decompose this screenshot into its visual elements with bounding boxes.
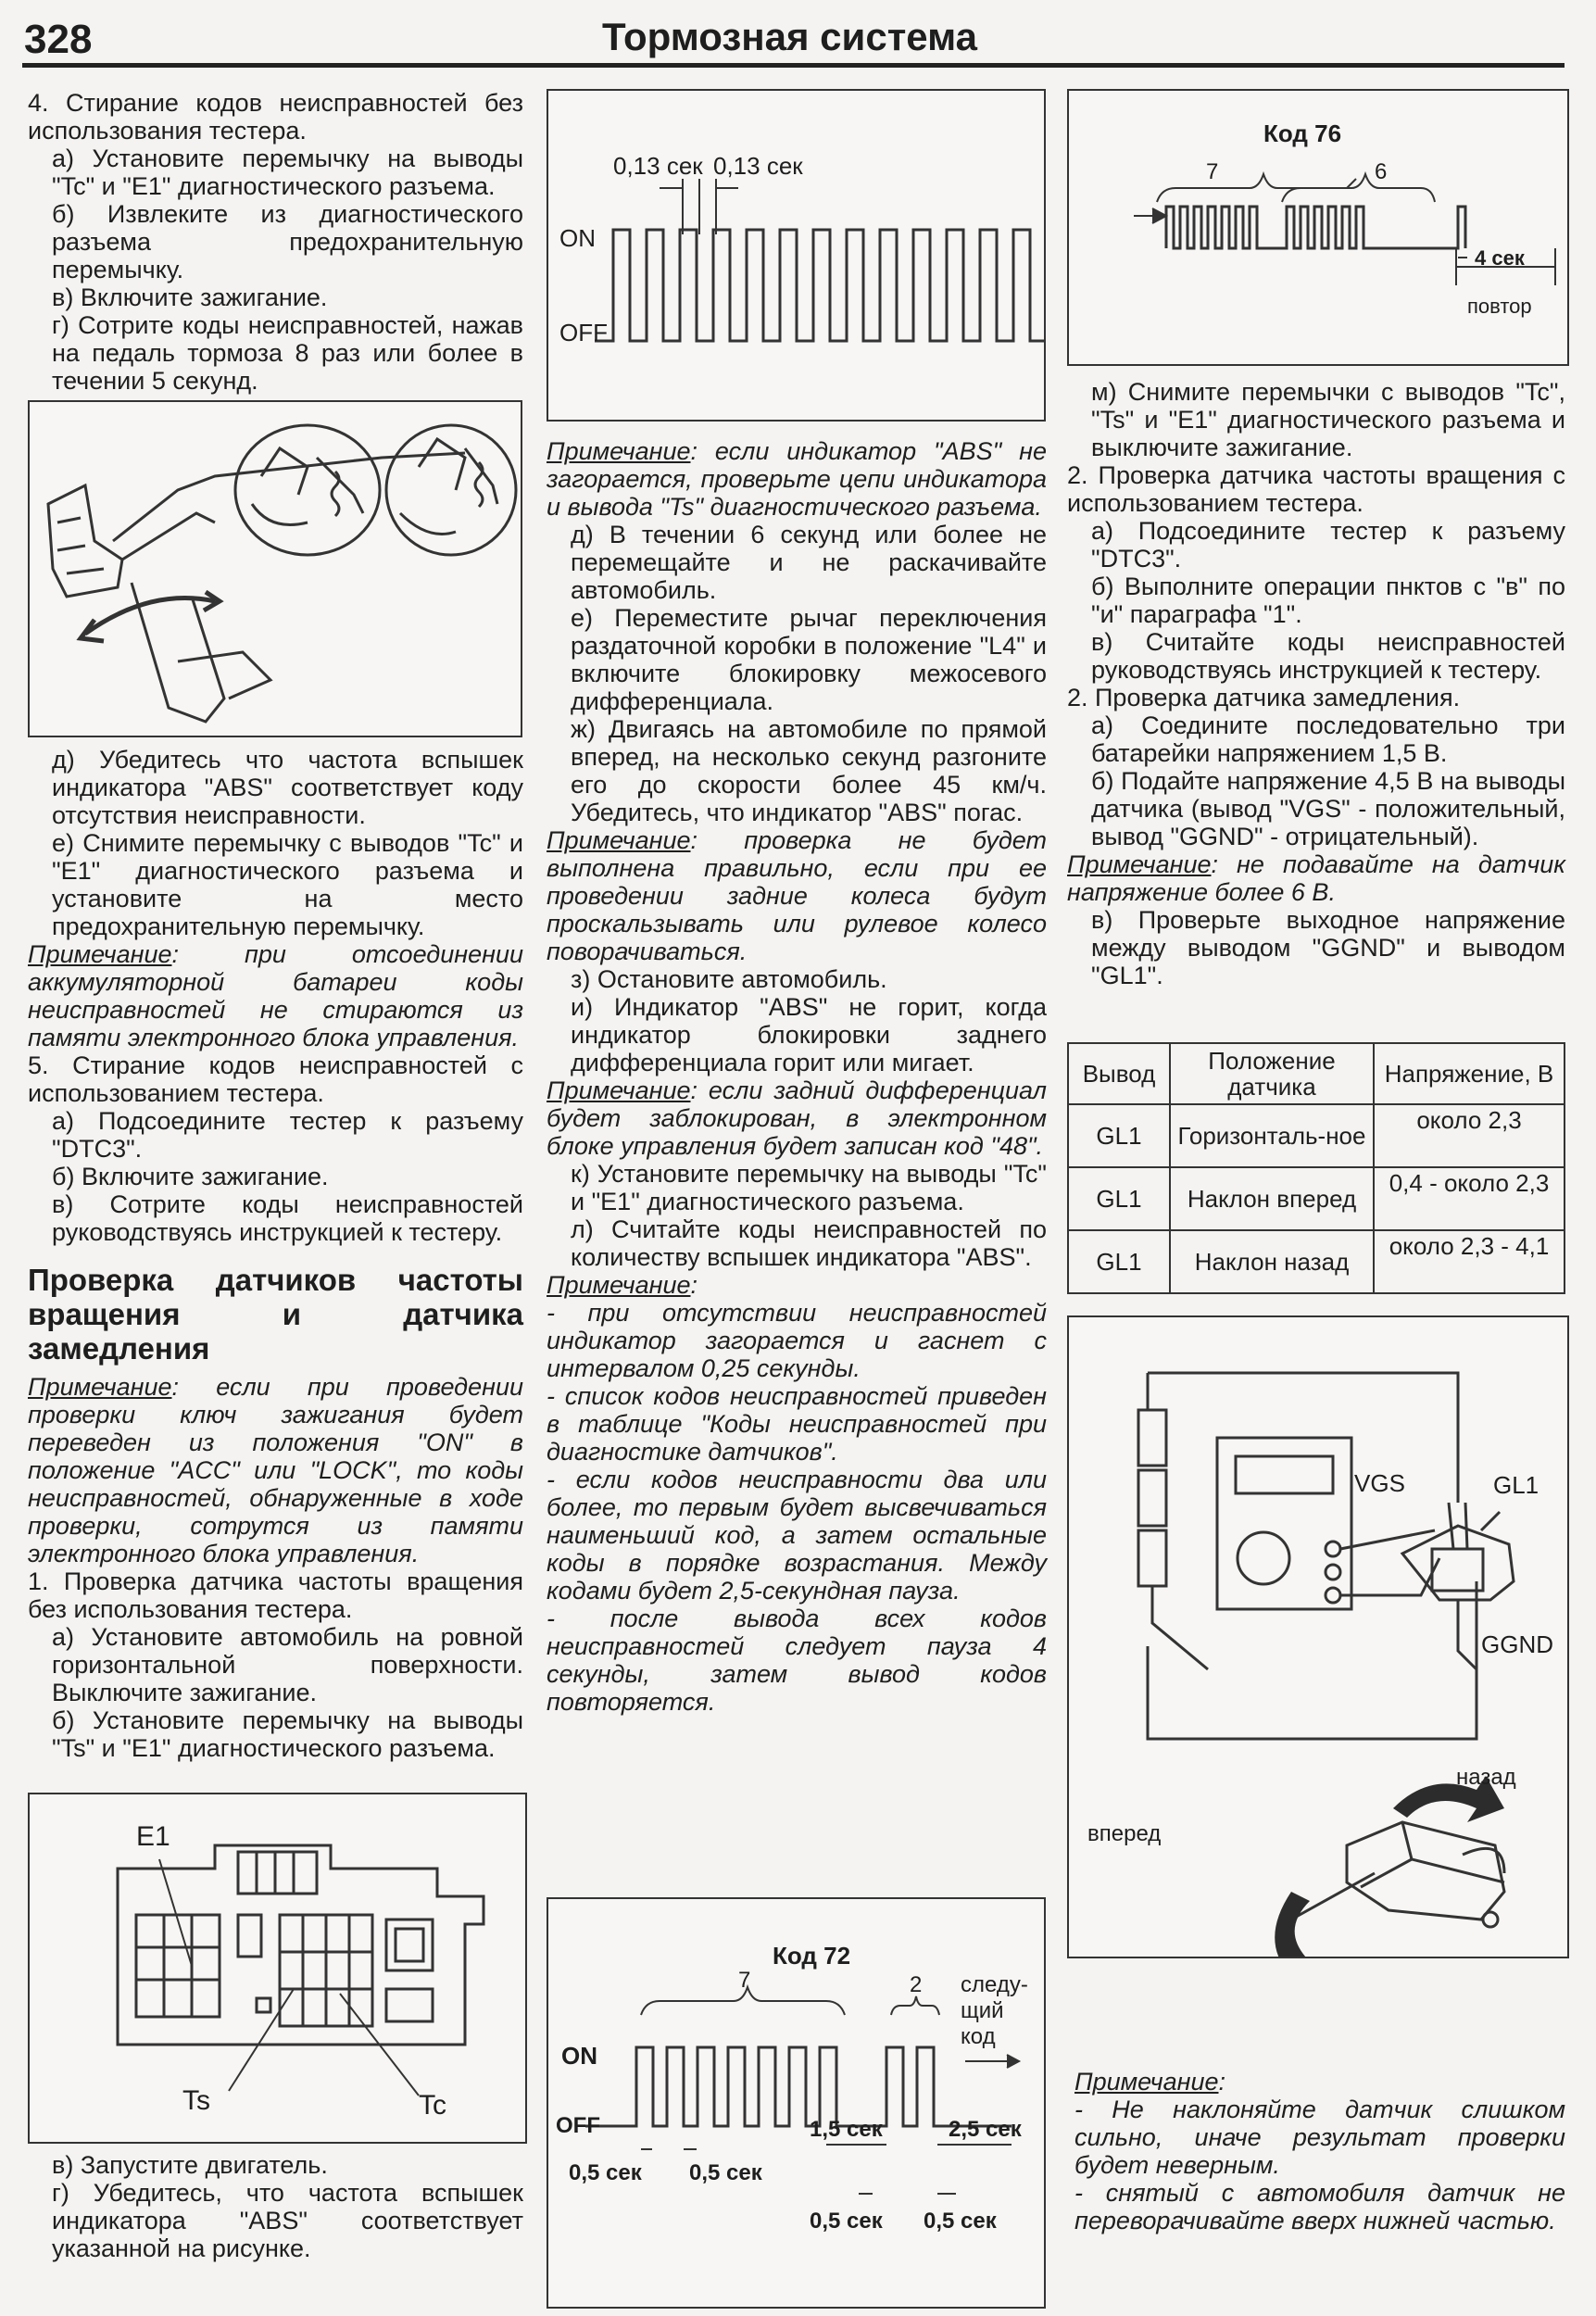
table-cell: Наклон назад [1170, 1230, 1374, 1293]
paragraph: л) Считайте коды неисправностей по количеству вспышек индикатора "ABS". [571, 1215, 1047, 1271]
paragraph: г) Сотрите коды неисправностей, нажав на педаль тормоза 8 раз или более в течении 5 секунд. [52, 311, 523, 395]
code72-waveform [585, 2047, 1012, 2126]
paragraph: - список кодов неисправностей приведен в таблице "Коды неисправностей при диагностике датчиков". [547, 1382, 1047, 1466]
col1-bottom-text [28, 2151, 523, 2262]
code72-t05a: 0,5 сек [569, 2160, 642, 2185]
paragraph: ж) Двигаясь на автомобиле по прямой вперед, на несколько секунд разгоните его до скорости более 45 км/ч. Убедитесь, что индикатор "ABS" погас. [571, 715, 1047, 826]
col2-note1: Примечание: если индикатор "ABS" не загорается, проверьте цепи индикатора и вывода "Ts" диагностического разъема. [547, 437, 1047, 521]
paragraph: з) Остановите автомобиль. [571, 965, 887, 993]
paragraph: - Не наклоняйте датчик слишком сильно, иначе результат проверки будет неверным. [1074, 2096, 1565, 2179]
gl1-label: GL1 [1493, 1471, 1539, 1499]
paragraph: е) Снимите перемычку с выводов "Tc" и "E1" диагностического разъема и установите на место предохранительную перемычку. [52, 829, 523, 940]
table-header-cell: Положение датчика [1170, 1043, 1374, 1104]
table-row [1068, 1104, 1565, 1167]
pulse-off-label: OFF [559, 319, 608, 346]
paragraph: в) Сотрите коды неисправностей руководствуясь инструкцией к тестеру. [52, 1190, 523, 1246]
code72-title: Код 72 [773, 1942, 851, 1970]
code72-on-label: ON [561, 2042, 597, 2070]
header-rule [22, 63, 1565, 68]
brake-pedal-illustration [28, 400, 522, 737]
paragraph: б) Подайте напряжение 4,5 В на выводы датчика (вывод "VGS" - положительный, вывод "GGND" - отрицательный). [1091, 767, 1565, 850]
paragraph: в) Проверьте выходное напряжение между выводом "GGND" и выводом "GL1". [1091, 906, 1565, 989]
voltage-table [1067, 1042, 1565, 1294]
code72-t25: 2,5 сек [949, 2117, 1022, 2142]
paragraph: б) Выполните операции пнктов с "в" по "и" параграфа "1". [1091, 573, 1565, 628]
vgs-label: VGS [1354, 1469, 1405, 1497]
col3-note2 [1074, 2068, 1565, 2234]
col3-note2-label: Примечание: [1074, 2068, 1226, 2096]
code76-waveform [1166, 207, 1465, 248]
tc-label: Tc [419, 2090, 446, 2121]
code76-title: Код 76 [1263, 120, 1342, 147]
col1-note2: Примечание: если при проведении проверки ключ зажигания будет переведен из положения "ON" в положение "ACC" или "LOCK", то коды неисправностей, обнаруженные в ходе проверки, сотрутся из памяти электронного блока управления. [28, 1373, 523, 1567]
code76-repeat: повтор [1467, 295, 1532, 318]
pulse-on-label: ON [559, 224, 596, 252]
table-row [1068, 1230, 1565, 1293]
ts-label: Ts [182, 2085, 210, 2116]
table-cell: 0,4 - около 2,3 [1374, 1167, 1565, 1230]
pulse-waveform [595, 230, 1044, 341]
section-heading: Проверка датчиков частоты вращения и датчика замедления [28, 1263, 523, 1366]
pulse-dt1-label: 0,13 сек [613, 152, 703, 180]
table-row [1068, 1167, 1565, 1230]
paragraph: е) Переместите рычаг переключения раздаточной коробки в положение "L4" и включите блокировку межосевого дифференциала. [571, 604, 1047, 715]
table-header-cell: Напряжение, В [1374, 1043, 1565, 1104]
code72-count7: 7 [738, 1968, 751, 1993]
col3-note1: Примечание: не подавайте на датчик напряжение более 6 В. [1067, 850, 1565, 906]
page-number: 328 [24, 17, 93, 62]
table-cell: GL1 [1068, 1167, 1170, 1230]
col2-note2: Примечание: проверка не будет выполнена правильно, если при ее проведении задние колеса будут проскальзывать или рулевое колесо поворачиваться. [547, 826, 1047, 965]
code76-count7: 7 [1206, 159, 1219, 184]
col1-top-text [28, 89, 523, 395]
paragraph: - если кодов неисправности два или более, то первым будет высвечиваться наименьший код, а затем остальные коды в порядке возрастания. Между кодами будет 2,5-секундная пауза. [547, 1466, 1047, 1605]
paragraph: - снятый с автомобиля датчик не переворачивайте вверх нижней частью. [1074, 2179, 1565, 2234]
page-title: Тормозная система [602, 15, 977, 58]
code-76-figure [1067, 89, 1569, 366]
paragraph: 1. Проверка датчика частоты вращения без использования тестера. [28, 1567, 523, 1623]
paragraph: б) Установите перемычку на выводы "Ts" и "E1" диагностического разъема. [52, 1706, 523, 1762]
code72-off-label: OFF [556, 2113, 600, 2138]
table-cell: GL1 [1068, 1104, 1170, 1167]
deceleration-sensor-circuit-figure [1067, 1315, 1569, 1958]
paragraph: - при отсутствии неисправностей индикатор загорается и гаснет с интервалом 0,25 секунды. [547, 1299, 1047, 1382]
paragraph: 5. Стирание кодов неисправностей с использованием тестера. [28, 1051, 523, 1107]
table-cell: около 2,3 - 4,1 [1374, 1230, 1565, 1293]
ggnd-label: GGND [1481, 1630, 1553, 1658]
paragraph: 2. Проверка датчика замедления. [1067, 684, 1461, 711]
table-cell: GL1 [1068, 1230, 1170, 1293]
paragraph: а) Подсоедините тестер к разъему "DTC3". [52, 1107, 523, 1163]
paragraph: а) Соедините последовательно три батарейки напряжением 1,5 В. [1091, 711, 1565, 767]
code-72-figure [547, 1897, 1046, 2309]
code76-t4: 4 сек [1475, 246, 1525, 270]
code72-next-line3: код [961, 2024, 996, 2049]
col1-note1: Примечание: при отсоединении аккумуляторной батареи коды неисправностей не стираются из памяти электронного блока управления. [28, 940, 523, 1051]
table-header-cell: Вывод [1068, 1043, 1170, 1104]
forward-label: вперед [1087, 1821, 1162, 1846]
paragraph: и) Индикатор "ABS" не горит, когда индикатор блокировки заднего дифференциала горит или мигает. [571, 993, 1047, 1076]
table-header-row [1068, 1043, 1565, 1104]
code72-next-line1: следу- [961, 1972, 1028, 1997]
table-cell: Наклон вперед [1170, 1167, 1374, 1230]
paragraph: 4. Стирание кодов неисправностей без использования тестера. [28, 89, 523, 145]
code72-next-line2: щий [961, 1998, 1004, 2023]
code72-t05c: 0,5 сек [810, 2209, 883, 2234]
paragraph: д) Убедитесь что частота вспышек индикатора "ABS" соответствует коду отсутствия неисправности. [52, 746, 523, 829]
paragraph: в) Запустите двигатель. [52, 2151, 328, 2179]
paragraph: д) В течении 6 секунд или более не перемещайте и не раскачивайте автомобиль. [571, 521, 1047, 604]
paragraph: 2. Проверка датчика частоты вращения с использованием тестера. [1067, 461, 1565, 517]
paragraph: б) Извлеките из диагностического разъема предохранительную перемычку. [52, 200, 523, 283]
pulse-timing-figure [547, 89, 1046, 422]
paragraph: а) Подсоедините тестер к разъему "DTC3". [1091, 517, 1565, 573]
paragraph: б) Включите зажигание. [52, 1163, 329, 1190]
col2-note4-label: Примечание: [547, 1271, 698, 1299]
code72-t05d: 0,5 сек [924, 2209, 997, 2234]
paragraph: а) Установите автомобиль на ровной горизонтальной поверхности. Выключите зажигание. [52, 1623, 523, 1706]
code72-t05b: 0,5 сек [689, 2160, 762, 2185]
diagnostic-connector-figure [28, 1793, 527, 2144]
col2-text [547, 437, 1047, 1716]
paragraph: г) Убедитесь, что частота вспышек индикатора "ABS" соответствует указанной на рисунке. [52, 2179, 523, 2262]
paragraph: к) Установите перемычку на выводы "Tc" и "E1" диагностического разъема. [571, 1160, 1047, 1215]
paragraph: в) Считайте коды неисправностей руководствуясь инструкцией к тестеру. [1091, 628, 1565, 684]
paragraph: в) Включите зажигание. [52, 283, 328, 311]
table-cell: Горизонталь-ное [1170, 1104, 1374, 1167]
col2-note3: Примечание: если задний дифференциал будет заблокирован, в электронном блоке управления будет записан код "48". [547, 1076, 1047, 1160]
code76-count6: 6 [1375, 159, 1388, 184]
paragraph: - после вывода всех кодов неисправностей следует пауза 4 секунды, затем вывод кодов повторяется. [547, 1605, 1047, 1716]
code72-t15: 1,5 сек [810, 2117, 883, 2142]
col3-text [1067, 378, 1565, 989]
back-label: назад [1456, 1765, 1516, 1790]
paragraph: м) Снимите перемычки с выводов "Tc", "Ts" и "E1" диагностического разъема и выключите зажигание. [1091, 378, 1565, 461]
pulse-dt2-label: 0,13 сек [713, 152, 803, 180]
table-cell: около 2,3 [1374, 1104, 1565, 1167]
col1-middle-text [28, 746, 523, 1762]
e1-label: E1 [136, 1821, 170, 1852]
paragraph: а) Установите перемычку на выводы "Tc" и "E1" диагностического разъема. [52, 145, 523, 200]
code72-count2: 2 [910, 1972, 923, 1997]
